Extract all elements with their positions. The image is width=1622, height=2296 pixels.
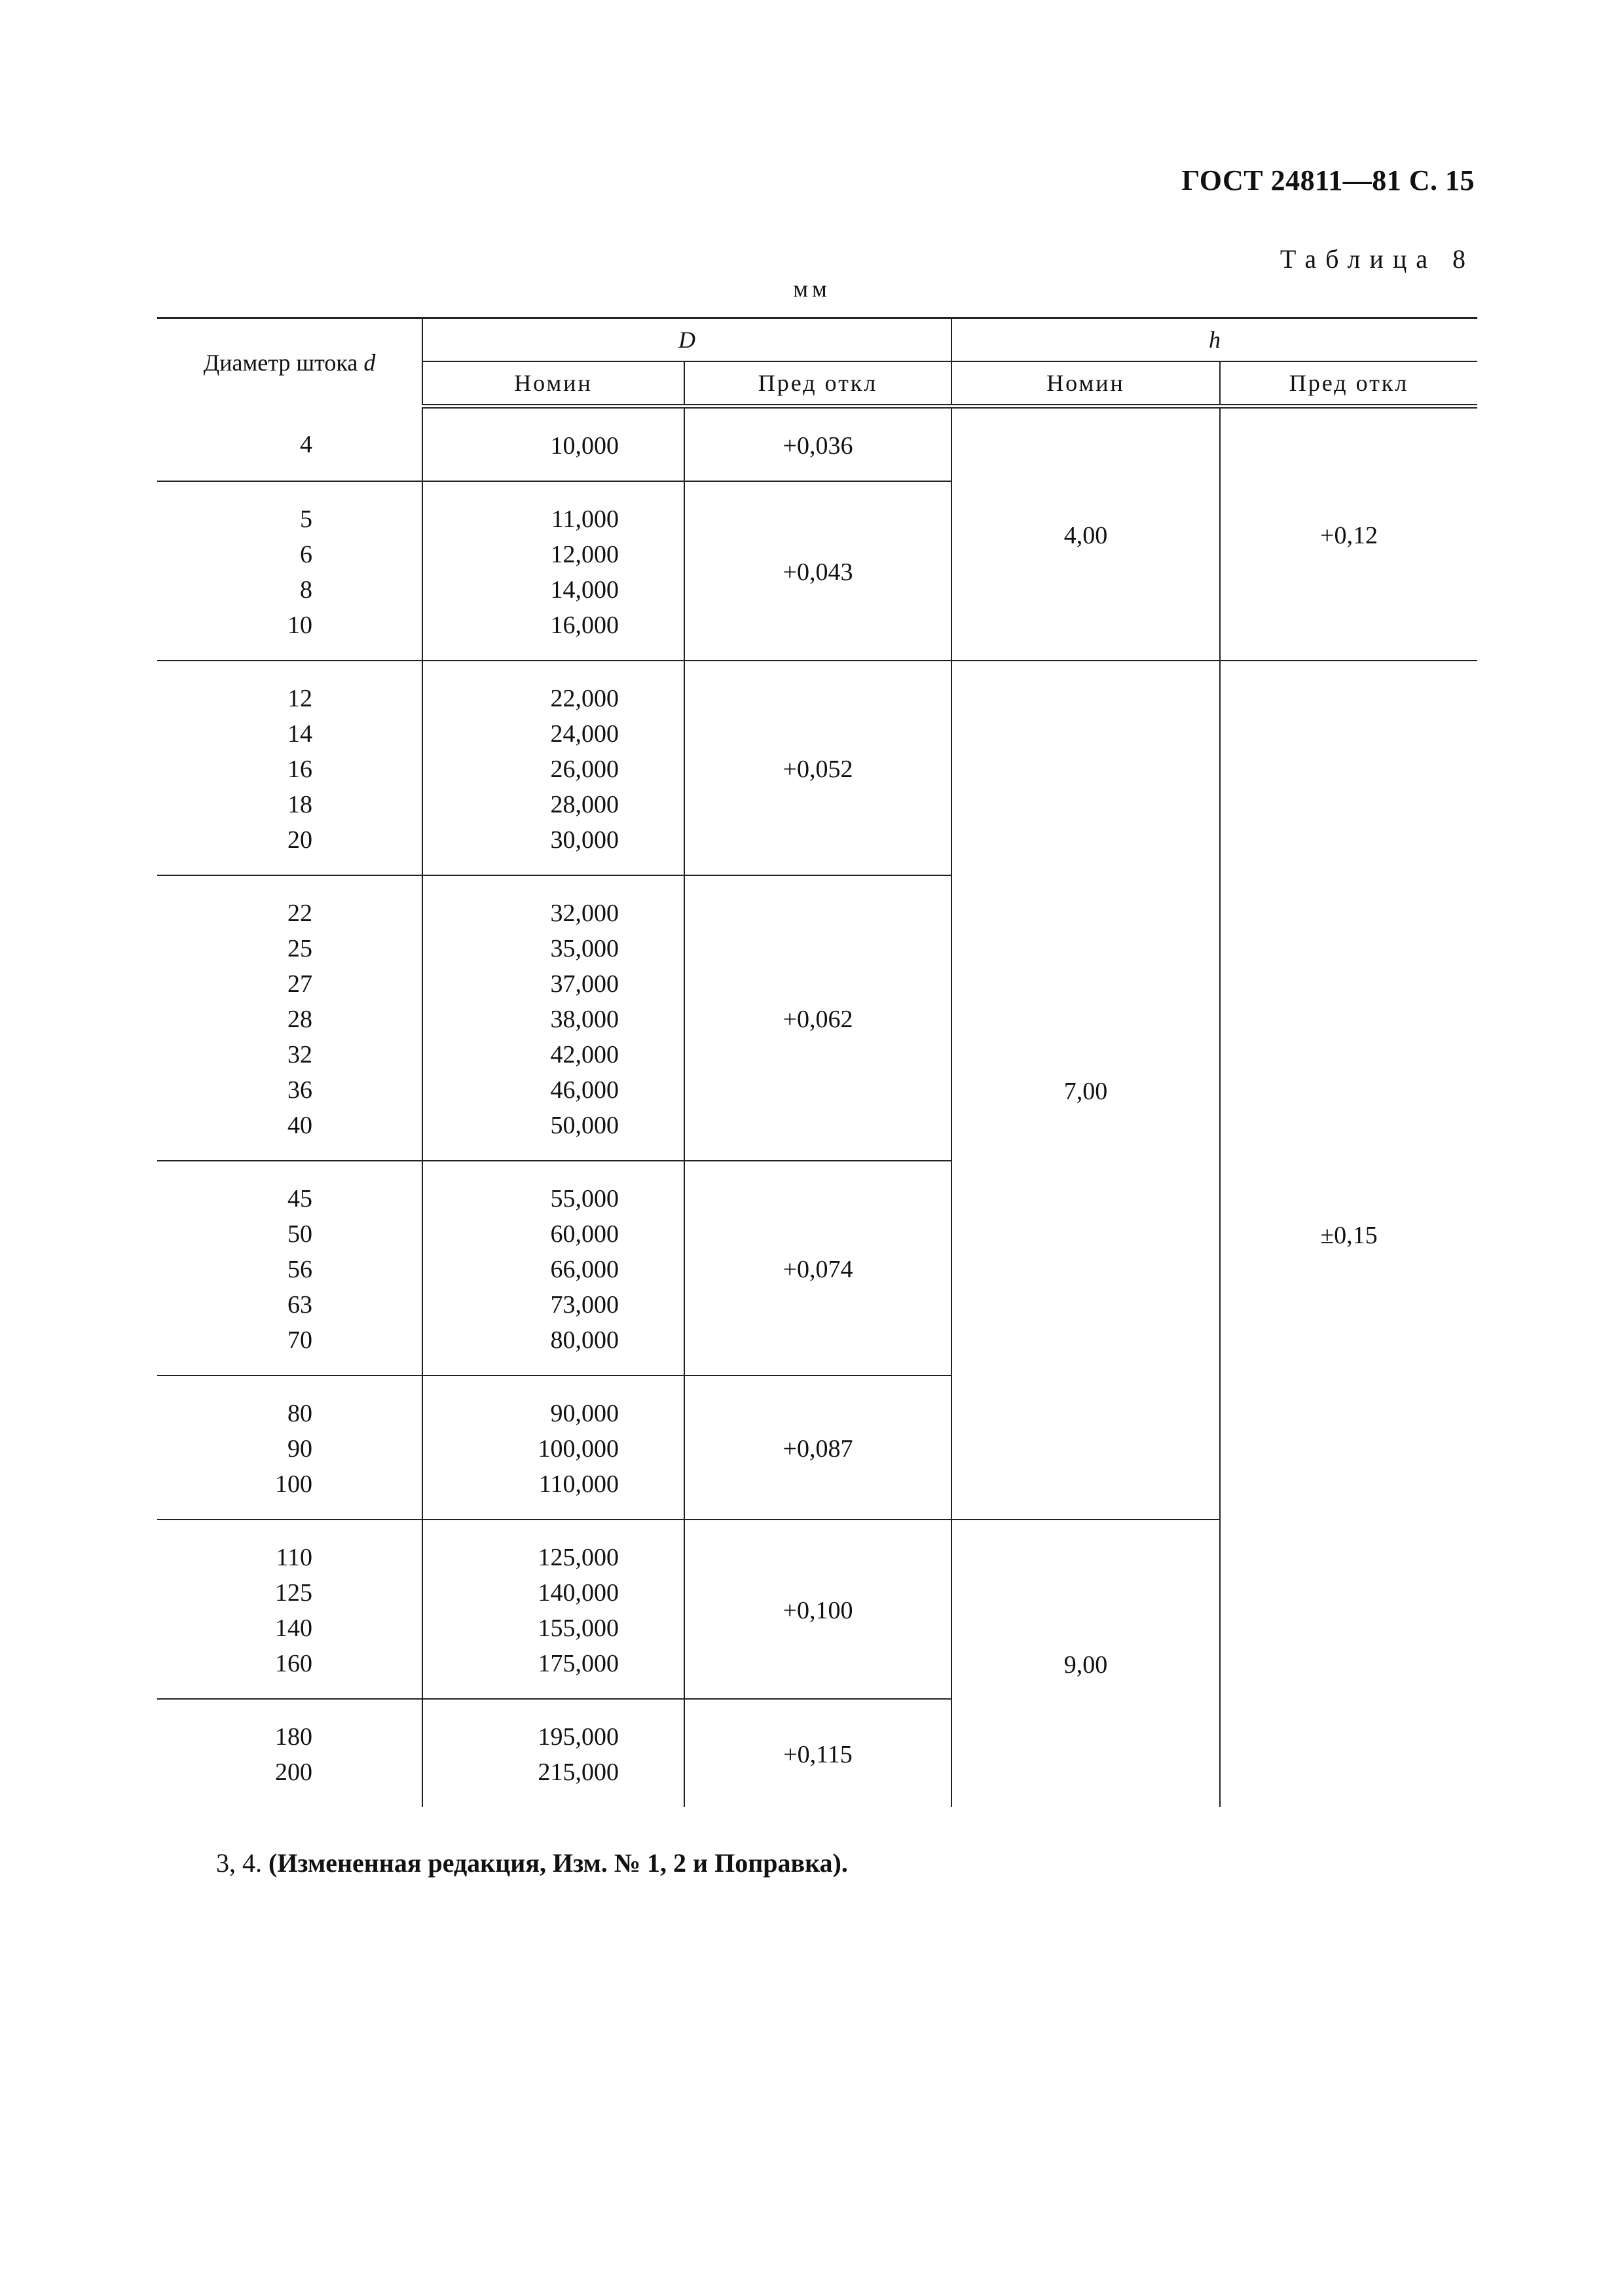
table-row [157,661,1477,875]
d-value: 28 [287,1006,312,1033]
D_nom-value: 16,000 [550,611,619,639]
D_nom-value: 55,000 [550,1185,619,1212]
d-value: 10 [287,611,312,639]
d-value: 45 [287,1185,312,1212]
d-value: 27 [287,970,312,998]
D_nom-value: 66,000 [550,1256,619,1283]
D-deviation-cell: +0,115 [684,1699,951,1807]
document-header: ГОСТ 24811—81 С. 15 [1181,164,1475,196]
D_nom-value: 100,000 [538,1435,619,1463]
D_nom-value: 12,000 [550,541,619,568]
D_nom-value: 30,000 [550,826,619,854]
d-value: 140 [275,1614,312,1642]
d-value: 160 [275,1650,312,1677]
D_nom-value: 175,000 [538,1650,619,1677]
d-value: 80 [287,1400,312,1427]
h-nominal-cell: 4,00 [951,407,1220,661]
d-value: 5 [300,505,312,533]
header-rod-diameter [157,318,422,407]
D-deviation-cell: +0,043 [684,481,951,661]
dimensions-table [157,317,1477,1807]
D_nom-value: 22,000 [550,685,619,712]
h-deviation-cell: +0,12 [1220,407,1477,661]
h-deviation-cell: ±0,15 [1220,661,1477,1807]
D-deviation-cell: +0,052 [684,661,951,875]
h-nominal-cell: 9,00 [951,1520,1220,1807]
footer-note: (Измененная редакция, Изм. № 1, 2 и Поправка). [268,1848,848,1878]
D_nom-cell [422,1161,684,1376]
D-deviation-cell: +0,062 [684,875,951,1161]
d-value: 110 [276,1544,312,1571]
d-value: 20 [287,826,312,854]
D_nom-cell [422,481,684,661]
D_nom-value: 37,000 [550,970,619,998]
d-value: 6 [300,541,312,568]
D_nom-value: 60,000 [550,1220,619,1248]
header-D-nominal: Номин [422,361,684,407]
header-h-deviation: Пред откл [1220,361,1477,407]
D_nom-value: 42,000 [550,1041,619,1068]
D-deviation-cell: +0,036 [684,407,951,482]
d-value: 18 [287,791,312,818]
D_nom-value: 32,000 [550,900,619,927]
D_nom-value: 90,000 [550,1400,619,1427]
d-value: 25 [287,935,312,962]
D_nom-value: 110,000 [538,1470,619,1498]
footer-items: 3, 4. [216,1848,262,1878]
units-label: мм [793,276,831,302]
d-value: 16 [287,756,312,783]
d-value: 50 [287,1220,312,1248]
D_nom-value: 35,000 [550,935,619,962]
table-header [157,318,1477,407]
d-value: 100 [275,1470,312,1498]
header-D-deviation: Пред откл [684,361,951,407]
d-value: 180 [275,1723,312,1751]
table-row [157,407,1477,482]
d-value: 56 [287,1256,312,1283]
d-value: 36 [287,1076,312,1104]
D_nom-value: 26,000 [550,756,619,783]
D_nom-cell [422,875,684,1161]
D_nom-value: 11,000 [551,505,619,533]
header-D: D [422,318,951,362]
D_nom-value: 10,000 [550,432,619,460]
header-h: h [951,318,1477,362]
D_nom-value: 80,000 [550,1326,619,1354]
D_nom-value: 24,000 [550,720,619,748]
d-value: 63 [287,1291,312,1319]
d-cell [157,875,422,1161]
d-value: 12 [287,685,312,712]
d-value: 14 [287,720,312,748]
d-cell [157,1376,422,1520]
d-cell [157,1161,422,1376]
D-deviation-cell: +0,100 [684,1520,951,1699]
D_nom-cell [422,1699,684,1807]
D-deviation-cell: +0,087 [684,1376,951,1520]
d-value: 70 [287,1326,312,1354]
D_nom-value: 195,000 [538,1723,619,1751]
d-value: 22 [287,900,312,927]
D_nom-value: 155,000 [538,1614,619,1642]
D_nom-value: 46,000 [550,1076,619,1104]
d-value: 32 [287,1041,312,1068]
d-value: 4 [300,431,312,459]
D_nom-value: 140,000 [538,1579,619,1607]
d-value: 90 [287,1435,312,1463]
header-rod-diameter-letter: d [363,349,376,376]
amendment-note [216,1848,848,1878]
d-cell [157,661,422,875]
D_nom-cell [422,1520,684,1699]
d-value: 200 [275,1758,312,1786]
table-title: Таблица 8 [1280,244,1475,274]
D_nom-value: 14,000 [550,576,619,604]
D_nom-value: 38,000 [550,1006,619,1033]
d-value: 40 [287,1112,312,1139]
D_nom-value: 50,000 [550,1112,619,1139]
table-body [157,407,1477,1808]
header-h-nominal: Номин [951,361,1220,407]
D-deviation-cell: +0,074 [684,1161,951,1376]
h-nominal-cell: 7,00 [951,661,1220,1520]
D_nom-value: 215,000 [538,1758,619,1786]
d-value: 125 [275,1579,312,1607]
d-cell [157,1520,422,1699]
d-cell [157,481,422,661]
D_nom-value: 28,000 [550,791,619,818]
d-value: 8 [300,576,312,604]
D_nom-value: 73,000 [550,1291,619,1319]
D_nom-cell [422,1376,684,1520]
D_nom-value: 125,000 [538,1544,619,1571]
d-cell [157,1699,422,1807]
D_nom-cell [422,661,684,875]
D_nom-cell [422,407,684,482]
header-rod-diameter-text: Диаметр штока [203,349,358,376]
d-cell [157,407,422,482]
